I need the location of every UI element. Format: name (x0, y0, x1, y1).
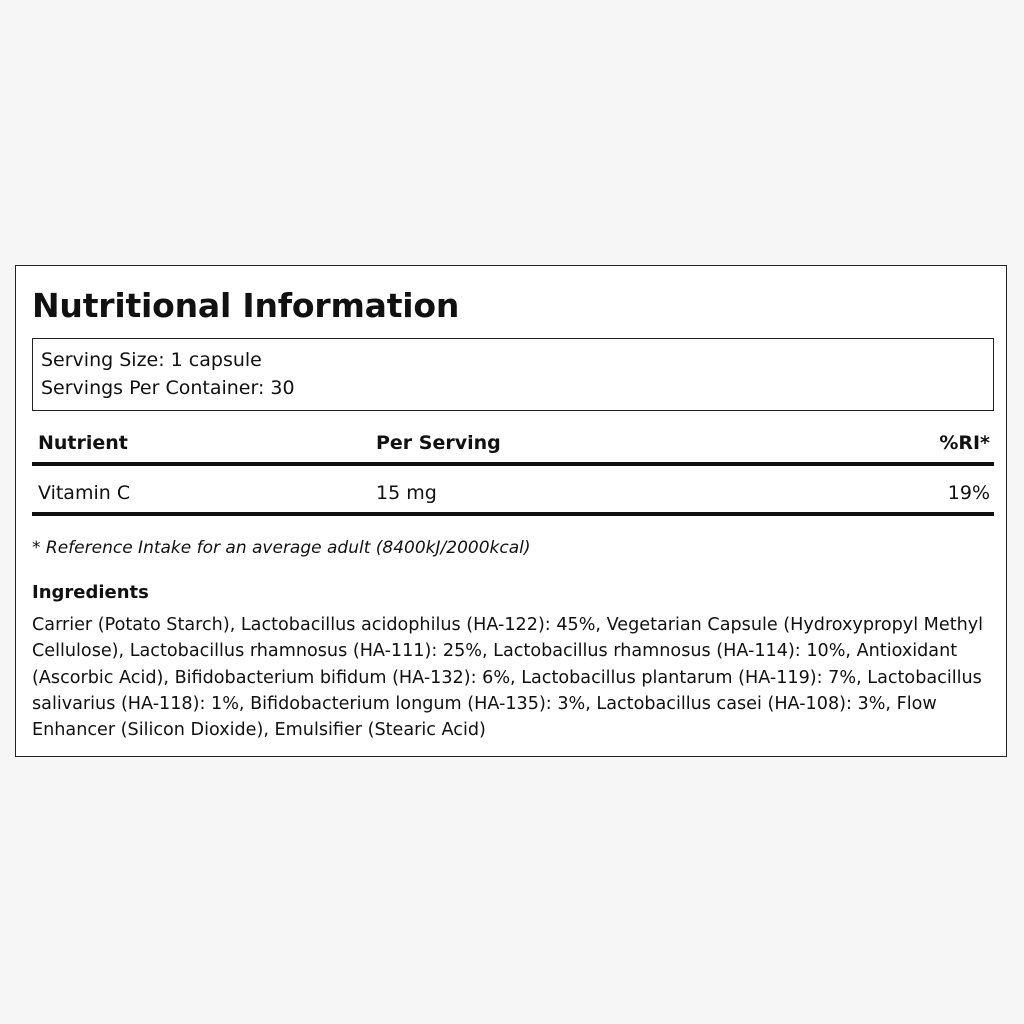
ingredients-heading: Ingredients (32, 582, 149, 603)
serving-size: Serving Size: 1 capsule (41, 349, 262, 371)
label-title: Nutritional Information (32, 286, 460, 325)
row-per-serving: 15 mg (376, 482, 437, 504)
ingredients-text: Carrier (Potato Starch), Lactobacillus acidophilus (HA-122): 45%, Vegetarian Capsule (Hydroxypropyl Methyl Cellulose), Lactobacillus rhamnosus (HA-111): 25%, Lactobacillus rhamnosus (HA-114): 10%, Antioxidant (Ascorbic Acid), Bifidobacterium bifidum (HA-132): 6%, Lactobacillus plantarum (HA-119): 7%, Lactobacillus salivarius (HA-118): 1%, Bifidobacterium longum (HA-135): 3%, Lactobacillus casei (HA-108): 3%, Flow Enhancer (Silicon Dioxide), Emulsifier (Stearic Acid) (32, 615, 984, 741)
table-row (32, 466, 994, 516)
header-nutrient: Nutrient (38, 432, 128, 454)
reference-intake-footnote: * Reference Intake for an average adult (8400kJ/2000kcal) (32, 538, 531, 558)
header-ri: %RI* (939, 432, 990, 454)
serving-info-box (32, 338, 994, 411)
nutrition-label-panel (15, 265, 1007, 757)
table-header-row (32, 424, 994, 466)
row-nutrient: Vitamin C (38, 482, 131, 504)
servings-per-container: Servings Per Container: 30 (41, 377, 295, 399)
header-per-serving: Per Serving (376, 432, 501, 454)
nutrient-table (32, 424, 994, 516)
row-ri: 19% (947, 482, 990, 504)
